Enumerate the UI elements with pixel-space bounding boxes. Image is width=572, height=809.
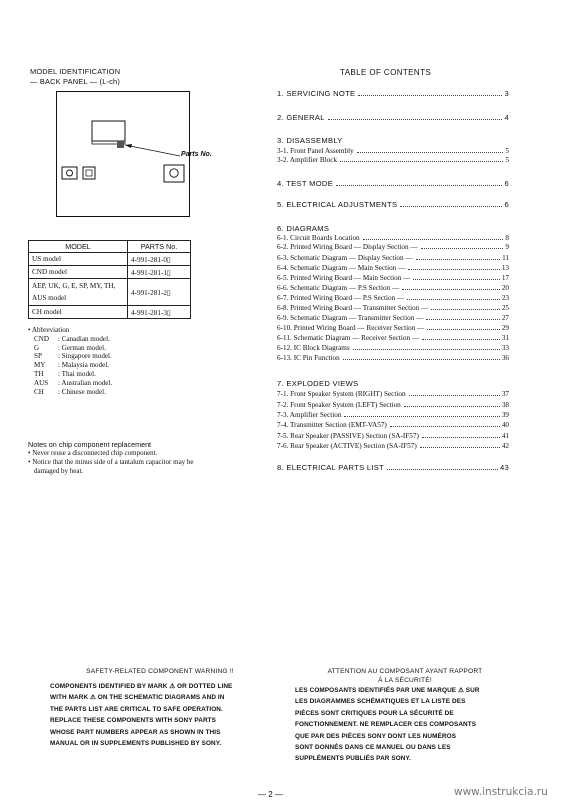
toc-entry[interactable]: 6-12. IC Block Diagrams 33 bbox=[277, 344, 509, 352]
safety-line: SUPPLÉMENTS PUBLIÉS PAR SONY. bbox=[295, 755, 412, 763]
toc-entry[interactable]: 6-1. Circuit Boards Location 8 bbox=[277, 234, 509, 242]
abbreviation-item bbox=[28, 388, 112, 397]
toc-entry[interactable]: 6-2. Printed Wiring Board — Display Section — 9 bbox=[277, 243, 509, 251]
abbreviation-block bbox=[28, 326, 112, 396]
chip-note-line: • Never reuse a disconnected chip component. bbox=[28, 449, 158, 457]
abbreviation-item bbox=[28, 379, 112, 388]
toc-entry[interactable]: 3-2. Amplifier Block 5 bbox=[277, 156, 509, 164]
safety-subtitle-fr: À LA SÉCURITÉ! bbox=[378, 677, 432, 684]
abbr-code: G bbox=[34, 343, 40, 352]
toc-title: TABLE OF CONTENTS bbox=[340, 68, 432, 77]
table-row bbox=[29, 306, 191, 319]
model-identification-heading bbox=[30, 67, 120, 86]
chip-note-line: • Notice that the minus side of a tantalum capacitor may be bbox=[28, 458, 194, 466]
model-cell: US model bbox=[29, 253, 128, 266]
toc-entry[interactable]: 3-1. Front Panel Assembly 5 bbox=[277, 147, 509, 155]
toc-entry[interactable]: 6-10. Printed Wiring Board — Receiver Section — 29 bbox=[277, 324, 509, 332]
abbr-desc: : Malaysia model. bbox=[58, 361, 110, 370]
abbreviation-item bbox=[28, 335, 112, 344]
abbr-code: TH bbox=[34, 369, 44, 378]
table-row bbox=[29, 253, 191, 266]
safety-title-en: SAFETY-RELATED COMPONENT WARNING !! bbox=[86, 668, 234, 675]
abbr-code: CH bbox=[34, 387, 44, 396]
toc-section-disassembly[interactable]: 3. DISASSEMBLY bbox=[277, 136, 343, 145]
model-cell: AEP, UK, G, E, SP, MY, TH, AUS model bbox=[29, 279, 128, 306]
toc-section-test-mode[interactable]: 4. TEST MODE 6 bbox=[277, 179, 509, 188]
abbr-code: AUS bbox=[34, 378, 49, 387]
toc-entry[interactable]: 7-5. Rear Speaker (PASSIVE) Section (SA-IF57) 41 bbox=[277, 432, 509, 440]
watermark: www.instrukcia.ru bbox=[454, 786, 548, 798]
model-parts-table bbox=[28, 240, 191, 319]
safety-line: FONCTIONNEMENT. NE REMPLACER CES COMPOSANTS bbox=[295, 721, 477, 729]
part-number-cell: 4-991-281-1▯ bbox=[128, 266, 191, 279]
toc-section-general[interactable]: 2. GENERAL 4 bbox=[277, 113, 509, 122]
safety-warning-english bbox=[50, 668, 270, 749]
models-table bbox=[28, 240, 191, 319]
abbreviation-item bbox=[28, 361, 112, 370]
model-cell: CND model bbox=[29, 266, 128, 279]
chip-notes-title: Notes on chip component replacement bbox=[28, 440, 152, 449]
part-number-cell: 4-991-281-2▯ bbox=[128, 279, 191, 306]
safety-line: QUE PAR DES PIÈCES SONY DONT LES NUMÉROS bbox=[295, 732, 457, 740]
abbr-code: MY bbox=[34, 361, 46, 370]
chip-notes-block bbox=[28, 440, 268, 476]
toc-entry[interactable]: 6-11. Schematic Diagram — Receiver Section — 31 bbox=[277, 334, 509, 342]
toc-entry[interactable]: 7-4. Transmitter Section (EMT-VA57) 40 bbox=[277, 421, 509, 429]
table-header-row bbox=[29, 241, 191, 253]
toc-section-exploded-views[interactable]: 7. EXPLODED VIEWS bbox=[277, 379, 359, 388]
safety-line: THE PARTS LIST ARE CRITICAL TO SAFE OPERATION. bbox=[50, 705, 223, 713]
abbr-code: SP bbox=[34, 352, 42, 361]
toc-section-electrical-adjustments[interactable]: 5. ELECTRICAL ADJUSTMENTS 6 bbox=[277, 200, 509, 209]
safety-warning-french bbox=[295, 668, 515, 765]
abbr-desc: : Thai model. bbox=[58, 369, 96, 378]
model-cell: CH model bbox=[29, 306, 128, 319]
parts-no-label: Parts No. bbox=[181, 151, 212, 158]
safety-line: SONT DONNÉS DANS CE MANUEL OU DANS LES bbox=[295, 744, 451, 752]
abbr-desc: : Canadian model. bbox=[58, 334, 110, 343]
back-panel-diagram bbox=[56, 91, 191, 218]
safety-line: COMPONENTS IDENTIFIED BY MARK ⚠ OR DOTTED LINE bbox=[50, 683, 233, 690]
safety-line: LES DIAGRAMMES SCHÉMATIQUES ET LA LISTE DES bbox=[295, 698, 466, 706]
model-column-header: MODEL bbox=[29, 241, 128, 253]
safety-line: MANUAL OR IN SUPPLEMENTS PUBLISHED BY SONY. bbox=[50, 740, 222, 748]
safety-title-fr: ATTENTION AU COMPOSANT AYANT RAPPORT bbox=[327, 668, 483, 675]
toc-entry[interactable]: 6-13. IC Pin Function 36 bbox=[277, 354, 509, 362]
abbreviation-item bbox=[28, 352, 112, 361]
back-panel-subtitle: — BACK PANEL — (L-ch) bbox=[30, 76, 121, 86]
toc-entry[interactable]: 7-6. Rear Speaker (ACTIVE) Section (SA-IF57) 42 bbox=[277, 442, 509, 450]
toc-entry[interactable]: 7-2. Front Speaker System (LEFT) Section 38 bbox=[277, 401, 509, 409]
abbr-code: CND bbox=[34, 334, 49, 343]
toc-entry[interactable]: 6-3. Schematic Diagram — Display Section — 11 bbox=[277, 254, 509, 262]
abbr-desc: : Chinese model. bbox=[58, 387, 106, 396]
abbreviation-title: • Abbreviation bbox=[28, 326, 70, 334]
safety-line: WHOSE PART NUMBERS APPEAR AS SHOWN IN THIS bbox=[50, 728, 221, 736]
model-identification-title: MODEL IDENTIFICATION bbox=[30, 67, 121, 76]
toc-section-electrical-parts-list[interactable]: 8. ELECTRICAL PARTS LIST 43 bbox=[277, 463, 509, 472]
toc-entry[interactable]: 6-9. Schematic Diagram — Transmitter Section — 27 bbox=[277, 314, 509, 322]
toc-entry[interactable]: 6-6. Schematic Diagram — P.S Section — 20 bbox=[277, 284, 509, 292]
table-row bbox=[29, 266, 191, 279]
safety-line: WITH MARK ⚠ ON THE SCHEMATIC DIAGRAMS AND IN bbox=[50, 694, 225, 702]
toc-section-servicing-note[interactable]: 1. SERVICING NOTE 3 bbox=[277, 89, 509, 98]
table-row bbox=[29, 279, 191, 306]
toc-section-diagrams[interactable]: 6. DIAGRAMS bbox=[277, 224, 330, 233]
toc-entry[interactable]: 6-7. Printed Wiring Board — P.S Section — 23 bbox=[277, 294, 509, 302]
toc-entry[interactable]: 7-3. Amplifier Section 39 bbox=[277, 411, 509, 419]
toc-entry[interactable]: 6-4. Schematic Diagram — Main Section — 13 bbox=[277, 264, 509, 272]
toc-entry[interactable]: 7-1. Front Speaker System (RIGHT) Section 37 bbox=[277, 390, 509, 398]
chip-note-line: damaged by heat. bbox=[34, 467, 84, 475]
page-number: — 2 — bbox=[258, 790, 283, 799]
safety-line: LES COMPOSANTS IDENTIFIÉS PAR UNE MARQUE ⚠ SUR bbox=[295, 687, 480, 694]
safety-line: REPLACE THESE COMPONENTS WITH SONY PARTS bbox=[50, 717, 217, 725]
abbr-desc: : German model. bbox=[58, 343, 106, 352]
toc-entry[interactable]: 6-5. Printed Wiring Board — Main Section — 17 bbox=[277, 274, 509, 282]
parts-column-header: PARTS No. bbox=[128, 241, 191, 253]
part-number-cell: 4-991-281-0▯ bbox=[128, 253, 191, 266]
back-panel-drawing bbox=[56, 91, 191, 218]
abbreviation-item bbox=[28, 344, 112, 353]
safety-line: PIÈCES SONT CRITIQUES POUR LA SÉCURITÉ DE bbox=[295, 709, 454, 717]
abbr-desc: : Australian model. bbox=[58, 378, 113, 387]
toc-entry[interactable]: 6-8. Printed Wiring Board — Transmitter Section — 25 bbox=[277, 304, 509, 312]
part-number-cell: 4-991-281-3▯ bbox=[128, 306, 191, 319]
abbr-desc: : Singapore model. bbox=[58, 352, 112, 361]
abbreviation-item bbox=[28, 370, 112, 379]
